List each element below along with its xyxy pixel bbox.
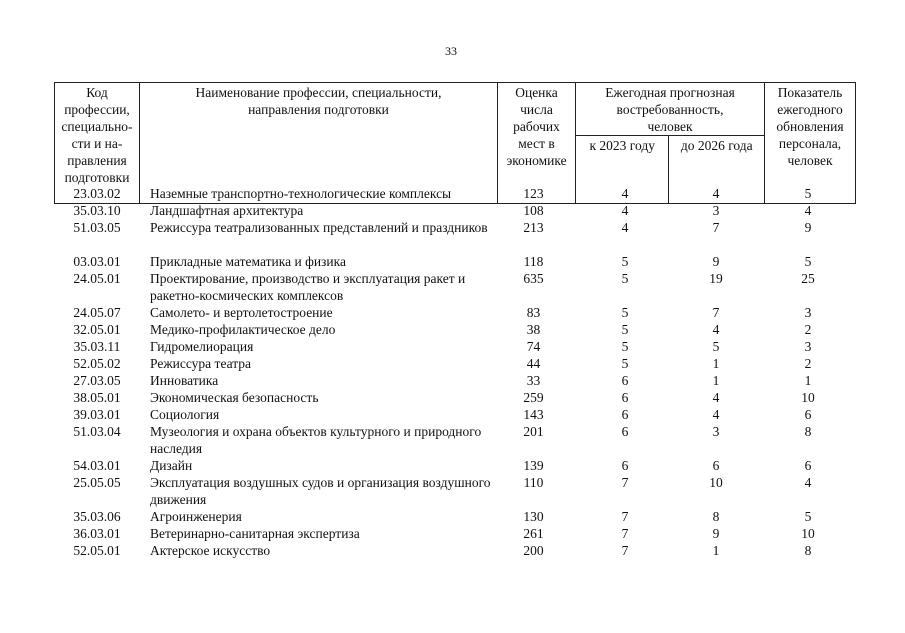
estimate-cell: 108 bbox=[523, 203, 544, 218]
estimate-cell: 213 bbox=[523, 220, 544, 235]
estimate-cell: 83 bbox=[526, 305, 541, 320]
table-row bbox=[54, 202, 854, 219]
table-row bbox=[54, 219, 854, 253]
name-cell: Проектирование, производство и эксплуатация ракет и ракетно-космических комплексов bbox=[150, 271, 466, 303]
renewal-cell: 4 bbox=[804, 203, 812, 218]
demand-2023-cell: 7 bbox=[621, 543, 629, 558]
header-code-line: специально- bbox=[61, 119, 133, 134]
renewal-cell: 10 bbox=[801, 526, 815, 541]
estimate-cell: 635 bbox=[523, 271, 544, 286]
name-cell: Дизайн bbox=[150, 458, 193, 473]
header-estimate-line: экономике bbox=[506, 153, 567, 168]
code-cell: 52.05.01 bbox=[73, 543, 121, 558]
name-cell: Ветеринарно-санитарная экспертиза bbox=[150, 526, 360, 541]
code-cell: 35.03.06 bbox=[73, 509, 121, 524]
demand-2026-cell: 3 bbox=[712, 424, 720, 439]
header-code-line: Код bbox=[86, 85, 108, 100]
name-cell: Актерское искусство bbox=[150, 543, 271, 558]
header-renewal-line: ежегодного bbox=[777, 102, 843, 117]
header-code-line: сти и на- bbox=[71, 136, 123, 151]
table-row bbox=[54, 321, 854, 338]
demand-2026-cell: 7 bbox=[712, 220, 720, 235]
header-name-line: направления подготовки bbox=[248, 102, 389, 117]
header-estimate-line: мест в bbox=[518, 136, 555, 151]
name-cell: Ландшафтная архитектура bbox=[150, 203, 304, 218]
table-row bbox=[54, 508, 854, 525]
demand-2023-cell: 6 bbox=[621, 424, 629, 439]
name-cell: Социология bbox=[150, 407, 220, 422]
estimate-cell: 261 bbox=[523, 526, 544, 541]
code-cell: 51.03.04 bbox=[73, 424, 121, 439]
header-estimate-line: Оценка bbox=[515, 85, 558, 100]
code-cell: 36.03.01 bbox=[73, 526, 121, 541]
estimate-cell: 74 bbox=[526, 339, 541, 354]
estimate-cell: 259 bbox=[523, 390, 544, 405]
header-renewal-line: обновления bbox=[776, 119, 844, 134]
code-cell: 32.05.01 bbox=[73, 322, 121, 337]
demand-2023-cell: 5 bbox=[621, 254, 629, 269]
demand-2023-cell: 6 bbox=[621, 458, 629, 473]
demand-2026-cell: 5 bbox=[712, 339, 720, 354]
estimate-cell: 130 bbox=[523, 509, 544, 524]
demand-2026-cell: 9 bbox=[712, 254, 720, 269]
estimate-cell: 200 bbox=[523, 543, 544, 558]
renewal-cell: 3 bbox=[804, 339, 812, 354]
demand-2023-cell: 5 bbox=[621, 339, 629, 354]
renewal-cell: 8 bbox=[804, 543, 812, 558]
code-cell: 24.05.07 bbox=[73, 305, 121, 320]
table-row bbox=[54, 185, 854, 202]
renewal-cell: 2 bbox=[804, 322, 812, 337]
renewal-cell: 5 bbox=[804, 254, 812, 269]
header-demand-line: человек bbox=[647, 119, 693, 134]
renewal-cell: 10 bbox=[801, 390, 815, 405]
table-row bbox=[54, 304, 854, 321]
header-renewal-line: человек bbox=[787, 153, 833, 168]
demand-2023-cell: 4 bbox=[621, 186, 629, 201]
name-cell: Прикладные математика и физика bbox=[150, 254, 346, 269]
header-estimate-line: числа bbox=[520, 102, 553, 117]
estimate-cell: 143 bbox=[523, 407, 544, 422]
name-cell: Режиссура театрализованных представлений и праздников bbox=[150, 220, 488, 235]
renewal-cell: 25 bbox=[801, 271, 815, 286]
estimate-cell: 123 bbox=[523, 186, 544, 201]
demand-2026-cell: 4 bbox=[712, 186, 720, 201]
demand-2023-cell: 6 bbox=[621, 407, 629, 422]
name-cell: Музеология и охрана объектов культурного и природного наследия bbox=[150, 424, 482, 456]
table-row bbox=[54, 406, 854, 423]
table-row bbox=[54, 372, 854, 389]
demand-2026-cell: 19 bbox=[709, 271, 723, 286]
demand-2023-cell: 4 bbox=[621, 220, 629, 235]
renewal-cell: 9 bbox=[804, 220, 812, 235]
demand-2023-cell: 7 bbox=[621, 475, 629, 490]
code-cell: 35.03.11 bbox=[73, 339, 121, 354]
demand-2023-cell: 5 bbox=[621, 271, 629, 286]
demand-2023-cell: 5 bbox=[621, 305, 629, 320]
page-number: 33 bbox=[445, 44, 457, 58]
name-cell: Режиссура театра bbox=[150, 356, 252, 371]
code-cell: 39.03.01 bbox=[73, 407, 121, 422]
renewal-cell: 5 bbox=[804, 186, 812, 201]
demand-2023-cell: 6 bbox=[621, 390, 629, 405]
name-cell: Агроинженерия bbox=[150, 509, 242, 524]
header-2023-text: к 2023 году bbox=[589, 138, 655, 153]
name-cell: Эксплуатация воздушных судов и организация воздушного движения bbox=[150, 475, 491, 507]
code-cell: 27.03.05 bbox=[73, 373, 121, 388]
estimate-cell: 201 bbox=[523, 424, 544, 439]
table-row bbox=[54, 270, 854, 304]
code-cell: 52.05.02 bbox=[73, 356, 121, 371]
code-cell: 23.03.02 bbox=[73, 186, 121, 201]
table-row bbox=[54, 389, 854, 406]
name-cell: Гидромелиорация bbox=[150, 339, 254, 354]
demand-2023-cell: 5 bbox=[621, 356, 629, 371]
header-renewal-line: персонала, bbox=[778, 136, 842, 151]
header-code-line: подготовки bbox=[64, 170, 130, 185]
header-demand-line: Ежегодная прогнозная bbox=[605, 85, 735, 100]
demand-2026-cell: 3 bbox=[712, 203, 720, 218]
table-row bbox=[54, 474, 854, 508]
renewal-cell: 1 bbox=[804, 373, 812, 388]
table-body bbox=[54, 185, 854, 559]
demand-2026-cell: 4 bbox=[712, 407, 720, 422]
estimate-cell: 33 bbox=[526, 373, 541, 388]
renewal-cell: 6 bbox=[804, 407, 812, 422]
renewal-cell: 6 bbox=[804, 458, 812, 473]
header-code-line: профессии, bbox=[64, 102, 130, 117]
header-renewal-line: Показатель bbox=[777, 85, 843, 100]
demand-2026-cell: 6 bbox=[712, 458, 720, 473]
demand-2023-cell: 4 bbox=[621, 203, 629, 218]
table-row bbox=[54, 253, 854, 270]
demand-2026-cell: 9 bbox=[712, 526, 720, 541]
demand-2023-cell: 5 bbox=[621, 322, 629, 337]
renewal-cell: 5 bbox=[804, 509, 812, 524]
demand-2026-cell: 8 bbox=[712, 509, 720, 524]
name-cell: Наземные транспортно-технологические комплексы bbox=[150, 186, 452, 201]
name-cell: Инноватика bbox=[150, 373, 219, 388]
demand-2023-cell: 7 bbox=[621, 509, 629, 524]
estimate-cell: 118 bbox=[523, 254, 544, 269]
name-cell: Экономическая безопасность bbox=[150, 390, 319, 405]
header-demand-line: востребованность, bbox=[616, 102, 724, 117]
table-row bbox=[54, 457, 854, 474]
code-cell: 51.03.05 bbox=[73, 220, 121, 235]
table-row bbox=[54, 423, 854, 457]
header-2026-text: до 2026 года bbox=[680, 138, 753, 153]
name-cell: Медико-профилактическое дело bbox=[150, 322, 336, 337]
estimate-cell: 139 bbox=[523, 458, 544, 473]
estimate-cell: 38 bbox=[526, 322, 541, 337]
code-cell: 24.05.01 bbox=[73, 271, 121, 286]
header-name-line: Наименование профессии, специальности, bbox=[195, 85, 442, 100]
header-code-text bbox=[55, 83, 139, 186]
demand-2023-cell: 7 bbox=[621, 526, 629, 541]
code-cell: 35.03.10 bbox=[73, 203, 121, 218]
header-estimate-line: рабочих bbox=[513, 119, 560, 134]
estimate-cell: 110 bbox=[523, 475, 544, 490]
demand-2026-cell: 1 bbox=[712, 356, 720, 371]
code-cell: 38.05.01 bbox=[73, 390, 121, 405]
renewal-cell: 4 bbox=[804, 475, 812, 490]
demand-2026-cell: 1 bbox=[712, 543, 720, 558]
name-cell: Самолето- и вертолетостроение bbox=[150, 305, 333, 320]
demand-2026-cell: 10 bbox=[709, 475, 723, 490]
table-row bbox=[54, 525, 854, 542]
demand-2026-cell: 4 bbox=[712, 322, 720, 337]
renewal-cell: 3 bbox=[804, 305, 812, 320]
code-cell: 03.03.01 bbox=[73, 254, 121, 269]
header-demand bbox=[576, 83, 765, 136]
renewal-cell: 2 bbox=[804, 356, 812, 371]
code-cell: 54.03.01 bbox=[73, 458, 121, 473]
estimate-cell: 44 bbox=[526, 356, 541, 371]
demand-2026-cell: 7 bbox=[712, 305, 720, 320]
table-row bbox=[54, 338, 854, 355]
demand-2026-cell: 1 bbox=[712, 373, 720, 388]
header-code-line: правления bbox=[67, 153, 127, 168]
demand-2026-cell: 4 bbox=[712, 390, 720, 405]
code-cell: 25.05.05 bbox=[73, 475, 121, 490]
renewal-cell: 8 bbox=[804, 424, 812, 439]
demand-2023-cell: 6 bbox=[621, 373, 629, 388]
table-row bbox=[54, 542, 854, 559]
table-row bbox=[54, 355, 854, 372]
